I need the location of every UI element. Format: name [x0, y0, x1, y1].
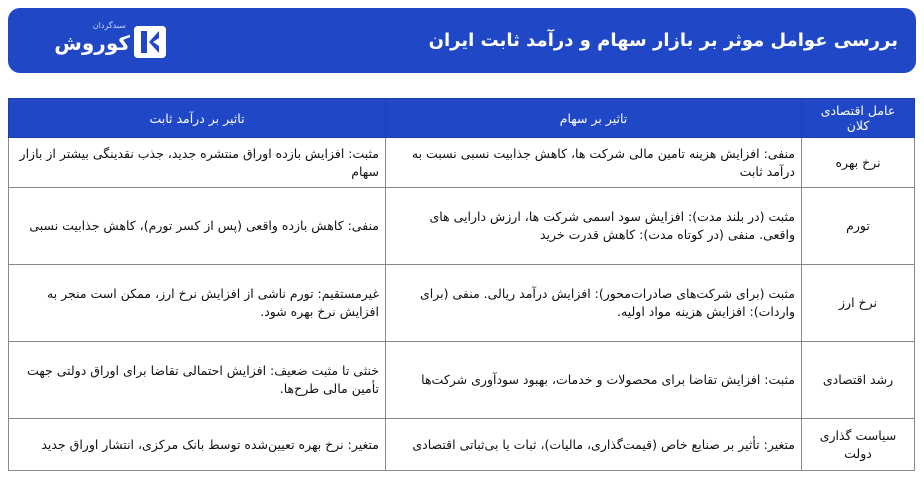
table-row: [9, 419, 915, 471]
table-row: [9, 138, 915, 188]
table-row: [9, 265, 915, 342]
fixed-income-impact-cell: متغیر: نرخ بهره تعیین‌شده توسط بانک مرکزی، انتشار اوراق جدید: [9, 419, 386, 471]
factor-cell: نرخ بهره: [802, 138, 915, 188]
factors-table: [8, 98, 915, 471]
factor-cell: نرخ ارز: [802, 265, 915, 342]
stock-impact-cell: متغیر: تأثیر بر صنایع خاص (قیمت‌گذاری، مالیات)، ثبات یا بی‌ثباتی اقتصادی: [386, 419, 802, 471]
page-title: بررسی عوامل موثر بر بازار سهام و درآمد ثابت ایران: [428, 30, 898, 51]
brand-logo: [48, 18, 178, 64]
fixed-income-impact-cell: منفی: کاهش بازده واقعی (پس از کسر تورم)، کاهش جذابیت نسبی: [9, 188, 386, 265]
fixed-income-impact-cell: غیرمستقیم: تورم ناشی از افزایش نرخ ارز، ممکن است منجر به افزایش نرخ بهره شود.: [9, 265, 386, 342]
table-row: [9, 342, 915, 419]
page-header: [8, 8, 916, 73]
fixed-income-impact-cell: مثبت: افزایش بازده اوراق منتشره جدید، جذب نقدینگی بیشتر از بازار سهام: [9, 138, 386, 188]
factor-cell: تورم: [802, 188, 915, 265]
column-header-factor: عامل اقتصادی کلان: [802, 99, 915, 138]
stock-impact-cell: مثبت (برای شرکت‌های صادرات‌محور): افزایش درآمد ریالی. منفی (برای واردات): افزایش هزینه مواد اولیه.: [386, 265, 802, 342]
logo-name: کوروش: [54, 31, 130, 55]
table-header-row: [9, 99, 915, 138]
column-header-fixed-income-impact: تاثیر بر درآمد ثابت: [9, 99, 386, 138]
stock-impact-cell: مثبت (در بلند مدت): افزایش سود اسمی شرکت ها، ارزش دارایی های واقعی. منفی (در کوتاه مدت): کاهش قدرت خرید: [386, 188, 802, 265]
stock-impact-cell: منفی: افزایش هزینه تامین مالی شرکت ها، کاهش جذابیت نسبی نسبت به درآمد ثابت: [386, 138, 802, 188]
logo-tagline: سبدگردان: [92, 21, 126, 30]
table-row: [9, 188, 915, 265]
logo-mark-icon: [134, 26, 166, 58]
column-header-stock-impact: تاثیر بر سهام: [386, 99, 802, 138]
stock-impact-cell: مثبت: افزایش تقاضا برای محصولات و خدمات، بهبود سودآوری شرکت‌ها: [386, 342, 802, 419]
factor-cell: رشد اقتصادی: [802, 342, 915, 419]
fixed-income-impact-cell: خنثی تا مثبت ضعیف: افزایش احتمالی تقاضا برای اوراق دولتی جهت تأمین مالی طرح‌ها.: [9, 342, 386, 419]
factor-cell: سیاست گذاری دولت: [802, 419, 915, 471]
